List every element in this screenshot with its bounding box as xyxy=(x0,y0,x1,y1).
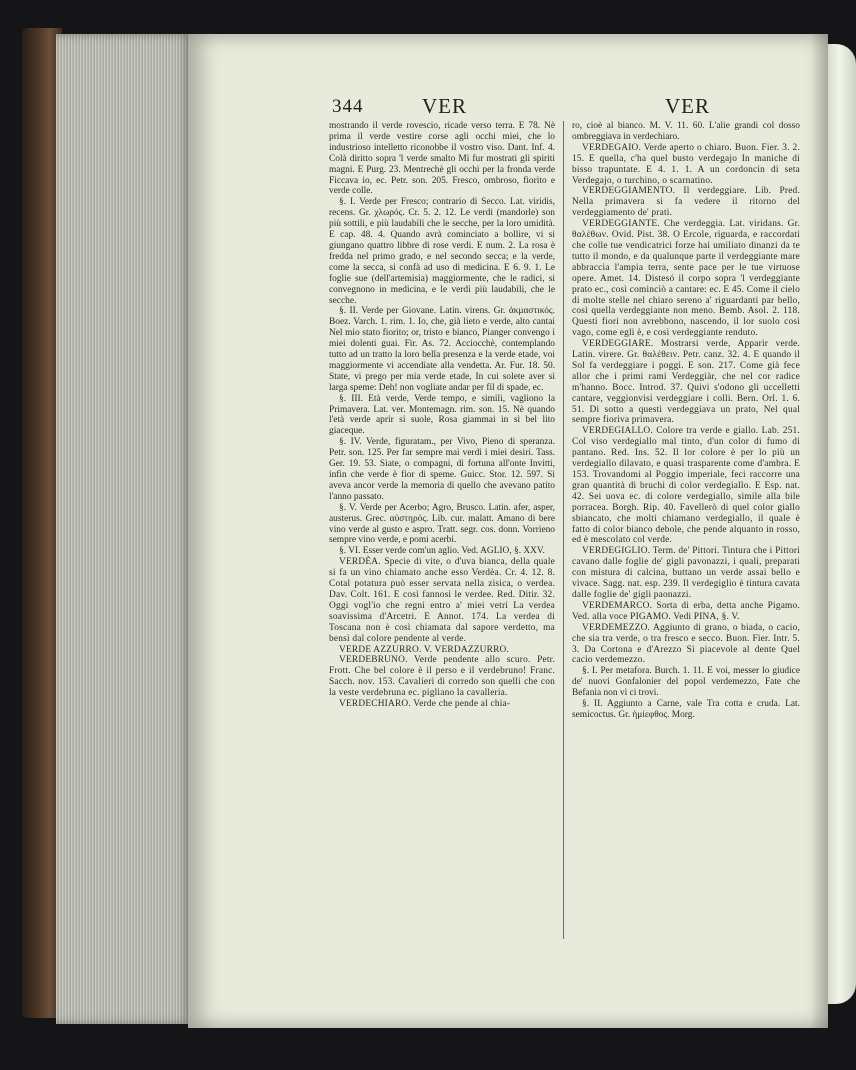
dictionary-entry: VERDEMEZZO. Aggiunto di grano, o biada, o cacio, che sia tra verde, o tra fresco e secco. Buon. Fier. Intr. 5. 3. Da Cortona e d'Arezzo Sì piacevole al dente Quel cacio verdemezzo. xyxy=(572,622,800,666)
paragraph: §. VI. Esser verde com'un aglio. Ved. AGLIO, §. XXV. xyxy=(339,546,545,557)
facing-page-edge xyxy=(828,44,856,1004)
column-divider xyxy=(563,121,564,939)
dictionary-entry: VERDEGIALLO. Colore tra verde e giallo. Lab. 251. Col viso verdegiallo mal tinto, d'un color di fumo di pantano. Red. Ins. 52. Il lor colore è per lo più un verdegiallo dilavato, e quasi trasparente come d'ambra. E 153. Trovandomi al Poggio imperiale, feci raccorre una gran quantità di bruchi di color verdegiallo. E Esp. nat. 42. Sei uova ec. di colore verdegiallo, simile alla bile porracea. Borgh. Rip. 40. Favellerò di quel color giallo sbiancato, che molti chiamano verdegiallo, il quale è fatto di color bianco debole, che pende alquanto in rosso, ed è mescolato col verde. xyxy=(572,426,800,546)
paragraph: §. III. Età verde, Verde tempo, e simili, vagliono la Primavera. Lat. ver. Montemagn. rim. son. 15. Nè quando l'età verde aprir si suole, Rosa giammai in sì bel lito giaceque. xyxy=(329,393,555,437)
dictionary-entry: VERDEGIGLIO. Term. de' Pittori. Tintura che i Pittori cavano dalle foglie de' gigli pavonazzi, i quali, preparati con mistura di calcina, buttano un verde assai bello e vivace. Sagg. nat. esp. 239. Il verdegiglio è tintura cavata dalle foglie de' gigli paonazzi. xyxy=(572,546,800,600)
running-header-left: VER xyxy=(422,94,467,118)
text-column-left xyxy=(329,121,555,710)
dictionary-entry: VERDEGGIANTE. Che verdeggia. Lat. viridans. Gr. θαλέθων. Ovid. Pist. 38. O Ercole, riguarda, e raccordati che colle tue vendicatrici forze hai umiliato dinanzi da te tutto il mondo, e da qualunque parte il verdeggiante mare abbraccia l'ampia terra, sente pace per le tue virtuose opere. Amet. 14. Distesó il corpo sopra 'l verdeggiante prato ec., così cominciò a cantare: ec. E 45. Come il cielo di molte stelle nel chiaro sereno a' riguardanti par bello, così quella verdeggiante non meno. Bemb. Asol. 2. 118. Questi fiori non avrebbono, nascendo, il lor suolo così vago, come egli è, e così verdeggiante renduto. xyxy=(572,219,800,339)
dictionary-entry: VERDEGGIARE. Mostrarsi verde, Apparir verde. Latin. virere. Gr. θαλέθειν. Petr. canz. 32. 4. E quando il Sol fa verdeggiare i poggi. E son. 217. Come già fece allor che i primi rami Verdeggiàr, che nel cor radice m'hanno. Bocc. Introd. 37. Quivi s'odono gli uccelletti cantare, veggionvisi verdeggiare i colli. Bern. Orl. 1. 6. 51. Di sotto a questi verdeggiava un prato, Nel qual sempre fioriva primavera. xyxy=(572,339,800,426)
paragraph: §. IV. Verde, figuratam., per Vivo, Pieno di speranza. Petr. son. 125. Per far sempre mai verdi i miei desiri. Tass. Ger. 19. 53. Siate, o compagni, di fortuna all'onte Invitti, infin che verde è fior di speme. Guicc. Stor. 12. 597. Si aveva ancor verde la memoria di quello che avevano patito l'anno passato. xyxy=(329,437,555,502)
paragraph: mostrando il verde rovescio, ricade verso terra. E 78. Nè prima il verde vestire corse agli occhi miei, che lo industrioso intelletto riconobbe il vostro viso. Dant. Inf. 4. Colà diritto sopra 'l verde smalto Mi fur mostrati gli spiriti magni. E Purg. 23. Mentrechè gli occhi per la fronda verde Ficcava io, ec. Petr. son. 205. Fresco, ombroso, fiorito e verde colle. xyxy=(329,121,555,197)
paragraph: §. II. Verde per Giovane. Latin. virens. Gr. ἀκμαστικός. Boez. Varch. 1. rim. 1. Io, che, già lieto e verde, alto cantai Nel mio stato fiorito; or, tristo e bianco, Pianger convengo i miei dolenti guai. Fir. As. 72. Acciocchè, contemplando tutto ad un tratto la loro bella presenza e la verde etade, voi maggiormente vi accendiate alla vendetta. Ar. Fur. 18. 50. State, vi prego per mia verde etade, In cui solete aver sì larga speme: Deh! non vogliate andar per fil di spade, ec. xyxy=(329,306,555,393)
dictionary-entry: VERDÈA. Specie di vite, o d'uva bianca, della quale si fa un vino chiamato anche esso Verdèa. Cr. 4. 12. 8. Cotal potatura può esser servata nella zisica, o verdea. Dav. Colt. 161. E così fannosi le verdee. Red. Ditir. 32. Oggi vogl'io che regni entro a' miei vetri La verdea soavissima d'Arcetri. E Annot. 174. La verdea di Toscana non è così chiamata dal sapore verdetto, ma bensì dal colore pendente al verde. xyxy=(329,557,555,644)
dictionary-entry: VERDE AZZURRO. V. VERDAZZURRO. xyxy=(339,644,510,655)
page-number: 344 xyxy=(332,96,364,117)
dictionary-entry: VERDEMARCO. Sorta di erba, detta anche Pigamo. Ved. alla voce PIGAMO. Vedi PINA, §. V. xyxy=(572,600,800,622)
paragraph: ro, cioè al bianco. M. V. 11. 60. L'alie grandi col dosso ombreggiava in verdechiaro. xyxy=(572,121,800,142)
paragraph: §. V. Verde per Acerbo; Agro, Brusco. Latin. afer, asper, austerus. Grec. αὐστηρός. Lib. cur. malatt. Amano di bere vino verde al gusto e aspro. Tratt. segr. cos. donn. Vorrieno sempre vino verde, e pomi acerbi. xyxy=(329,502,555,546)
dictionary-entry: VERDEGGIAMENTO. Il verdeggiare. Lib. Pred. Nella primavera si fa vedere il ritorno del verdeggiamento de' prati. xyxy=(572,186,800,219)
paragraph: §. II. Aggiunto a Carne, vale Tra cotta e cruda. Lat. semicoctus. Gr. ἡμίεφθος. Morg. xyxy=(572,699,800,720)
paragraph: §. I. Per metafora. Burch. 1. 11. E voi, messer lo giudice de' nuovi Gonfalonier del popol verdemezzo, Fate che Befania non vi ci trovi. xyxy=(572,666,800,699)
dictionary-entry: VERDEGAIO. Verde aperto o chiaro. Buon. Fier. 3. 2. 15. E quella, c'ha quel busto verdegajo In maniche di bisso trapuntate. E 4. 1. 1. A un cordoncin di seta Verdegajo, o turchino, o scarnatino. xyxy=(572,142,800,186)
dictionary-entry: VERDECHIARO. Verde che pende al chia- xyxy=(339,699,511,710)
page-gutter-shadow xyxy=(810,34,828,1028)
page-edges xyxy=(56,34,192,1024)
dictionary-entry: VERDEBRUNO. Verde pendente allo scuro. Petr. Frott. Che bel colore è il perso e il verdebruno! Franc. Sacch. nov. 153. Cavalieri di corredo son quelli che con la veste verdebruna ec. pigliano la cavalleria. xyxy=(329,655,555,699)
paragraph: §. I. Verde per Fresco; contrario di Secco. Lat. viridis, recens. Gr. χλωρός. Cr. 5. 2. 12. Le verdi (mandorle) son più sottili, e più laudabili che le secche, per la loro umidità. E cap. 48. 4. Quando avrà cominciato a bollire, vi si giungano quattro libbre di rose verdi. E num. 2. La rosa è fredda nel primo grado, e nel secondo secca; e la verde, come la secca, si confà ad uso di medicina. E 6. 9. 1. Le foglie sue (dell'artemisia) maggiormente, che le radici, si convegnono in medicina, e le verdi più laudabili, che le secche. xyxy=(329,197,555,306)
text-column-right xyxy=(572,121,800,721)
running-header-right: VER xyxy=(665,94,710,118)
